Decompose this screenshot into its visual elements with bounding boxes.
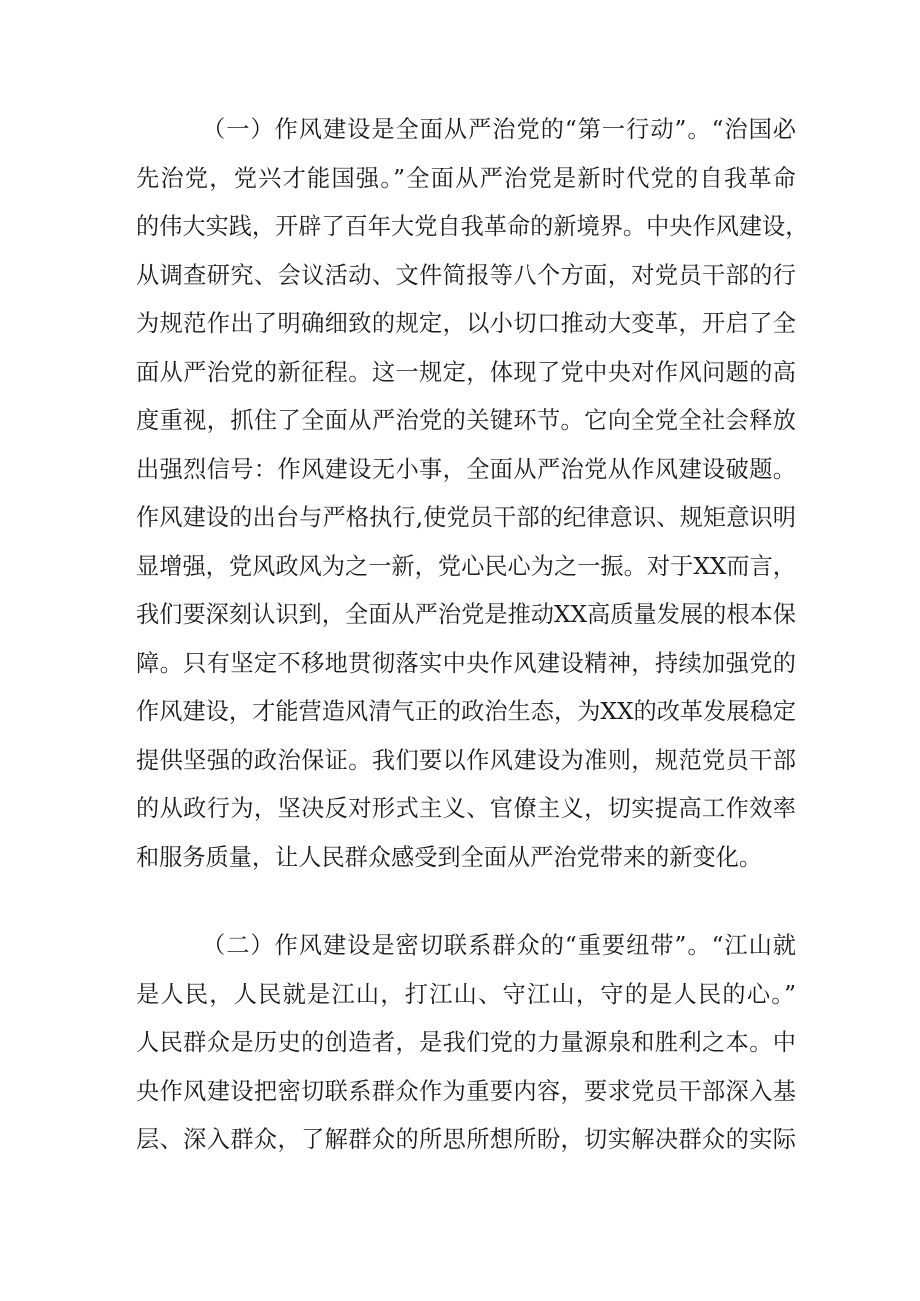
paragraph-line: 层、深入群众，了解群众的所思所想所盼，切实解决群众的实际: [136, 1126, 796, 1153]
paragraph-line: 是人民，人民就是江山，打江山、守江山，守的是人民的心。”: [136, 980, 796, 1008]
paragraph-line: 人民群众是历史的创造者，是我们党的力量源泉和胜利之本。中: [136, 1029, 796, 1056]
paragraph-line: 为规范作出了明确细致的规定，以小切口推动大变革，开启了全: [136, 310, 796, 337]
paragraph-2: [136, 922, 796, 1165]
paragraph-line: 作风建设的出台与严格执行,使党员干部的纪律意识、规矩意识明: [136, 504, 796, 531]
paragraph-line: 和服务质量，让人民群众感受到全面从严治党带来的新变化。: [136, 843, 763, 871]
paragraph-line: 央作风建设把密切联系群众作为重要内容，要求党员干部深入基: [136, 1077, 796, 1105]
paragraph-line: 我们要深刻认识到，全面从严治党是推动XX高质量发展的根本保: [136, 601, 796, 628]
paragraph-line: 出强烈信号：作风建设无小事，全面从严治党从作风建设破题。: [136, 455, 796, 483]
paragraph-line: 从调查研究、会议活动、文件简报等八个方面，对党员干部的行: [136, 261, 796, 289]
paragraph-line: 先治党，党兴才能国强。”全面从严治党是新时代党的自我革命: [136, 164, 796, 192]
paragraph-line: 障。只有坚定不移地贯彻落实中央作风建设精神，持续加强党的: [136, 649, 796, 677]
paragraph-line: 的伟大实践，开辟了百年大党自我革命的新境界。中央作风建设，: [136, 213, 809, 240]
paragraph-1: [136, 106, 809, 882]
paragraph-line: （一）作风建设是全面从严治党的“第一行动”。“治国必: [202, 116, 796, 143]
paragraph-line: 作风建设，才能营造风清气正的政治生态，为XX的改革发展稳定: [136, 698, 796, 725]
paragraph-line: 面从严治党的新征程。这一规定，体现了党中央对作风问题的高: [136, 358, 796, 386]
paragraph-line: 度重视，抓住了全面从严治党的关键环节。它向全党全社会释放: [136, 407, 796, 434]
paragraph-line: （二）作风建设是密切联系群众的“重要纽带”。“江山就: [202, 932, 796, 959]
paragraph-line: 的从政行为，坚决反对形式主义、官僚主义，切实提高工作效率: [136, 795, 796, 822]
paragraph-line: 显增强，党风政风为之一新，党心民心为之一振。对于XX而言，: [136, 552, 796, 580]
paragraph-line: 提供坚强的政治保证。我们要以作风建设为准则，规范党员干部: [136, 746, 796, 774]
